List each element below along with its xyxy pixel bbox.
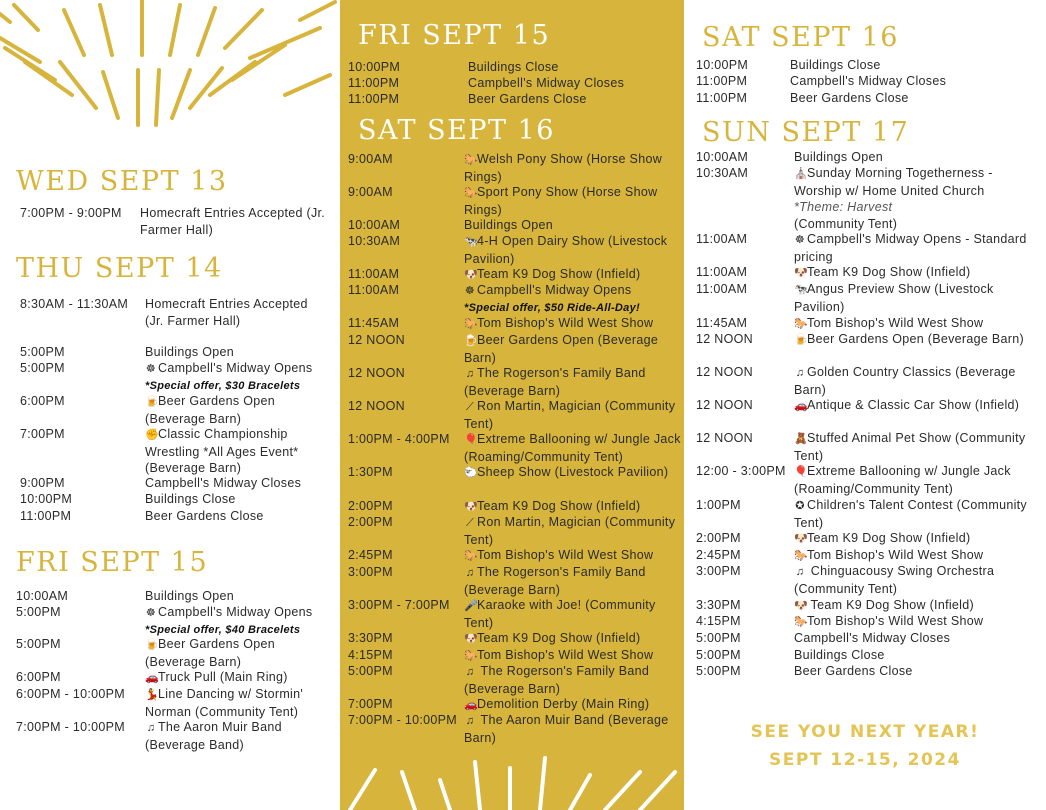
event-title: [794, 563, 1040, 597]
event-text: Ron Martin, Magician (Community Tent): [464, 399, 676, 431]
theme-note: *Theme: Harvest: [794, 200, 893, 215]
beer-icon: 🍺: [794, 334, 808, 346]
event-title: [145, 360, 330, 394]
event-time: 10:00AM: [696, 150, 749, 164]
event-text: Angus Preview Show (Livestock Pavilion): [794, 282, 994, 314]
event-title: [794, 463, 1040, 497]
footer-next-year-dates: SEPT 12-15, 2024: [769, 750, 961, 770]
event-time: 11:00AM: [348, 267, 400, 281]
sunburst-decoration-bottom: [340, 750, 684, 810]
event-title: [145, 604, 334, 638]
ferris-wheel-icon: ☸: [145, 607, 157, 619]
event-title: [464, 431, 682, 465]
left-panel: [0, 0, 340, 810]
event-title: [145, 636, 334, 670]
event-title: [790, 57, 1036, 74]
event-time: 5:00PM: [696, 648, 741, 662]
event-time: 9:00AM: [348, 152, 393, 166]
event-text: Beer Gardens Open (Beverage Barn): [464, 333, 659, 365]
event-title: [464, 332, 682, 366]
event-text: Buildings Close: [468, 60, 559, 74]
event-time: 4:15PM: [348, 648, 393, 662]
cow-icon: 🐄: [794, 284, 808, 296]
event-text: Campbell's Midway Opens: [477, 283, 632, 297]
event-text: Tom Bishop's Wild West Show: [477, 548, 654, 562]
event-text: Buildings Open: [794, 150, 883, 164]
event-title: [464, 696, 682, 714]
special-offer-note: *Special offer, $40 Bracelets: [145, 623, 301, 636]
event-text: Buildings Close: [794, 648, 885, 662]
event-text: Antique & Classic Car Show (Infield): [807, 398, 1020, 412]
event-time: 12 NOON: [696, 365, 753, 379]
event-title: [790, 90, 1036, 107]
event-title: [794, 149, 1040, 166]
balloon-icon: 🎈: [794, 466, 808, 478]
event-text: Extreme Ballooning w/ Jungle Jack (Roaming/Community Tent): [464, 432, 681, 464]
event-time: 1:00PM - 4:00PM: [348, 432, 450, 446]
event-text: Line Dancing w/ Stormin' Norman (Community Tent): [145, 687, 304, 719]
special-offer-note: *Special offer, $50 Ride-All-Day!: [464, 301, 640, 314]
day-heading-thu-sept-14: THU SEPT 14: [16, 253, 223, 284]
event-time: 3:00PM - 7:00PM: [348, 598, 450, 612]
event-title: [794, 315, 1040, 333]
event-text: Team K9 Dog Show (Infield): [477, 631, 641, 645]
beer-icon: 🍺: [145, 639, 159, 651]
event-text: Campbell's Midway Closes: [468, 76, 625, 90]
event-text: Karaoke with Joe! (Community Tent): [464, 598, 656, 630]
event-time: 11:00AM: [696, 265, 748, 279]
event-time: 11:00PM: [20, 509, 72, 523]
event-time: 7:00PM - 10:00PM: [348, 713, 458, 727]
event-time: 12 NOON: [696, 332, 753, 346]
event-text: Beer Gardens Open (Beverage Barn): [807, 332, 1024, 346]
event-time: 11:45AM: [696, 316, 748, 330]
event-time: 7:00PM - 10:00PM: [16, 720, 126, 734]
day-heading-fri-sept-15: FRI SEPT 15: [16, 547, 209, 578]
event-time: 12 NOON: [696, 431, 753, 445]
event-time: 10:00PM: [20, 492, 73, 506]
event-text: Tom Bishop's Wild West Show: [477, 316, 654, 330]
event-time: 10:00PM: [696, 58, 749, 72]
event-title: [464, 282, 682, 316]
event-text: Homecraft Entries Accepted (Jr. Farmer Hall): [140, 206, 326, 237]
sheep-icon: 🐑: [464, 467, 478, 479]
event-text: Sport Pony Show (Horse Show Rings): [464, 185, 658, 217]
event-text: Beer Gardens Close: [794, 664, 913, 678]
wrestling-icon: ✊: [145, 429, 159, 441]
event-title: [464, 663, 682, 697]
event-text: Tom Bishop's Wild West Show: [807, 614, 984, 628]
event-text: Campbell's Midway Closes: [145, 476, 302, 490]
event-location: (Community Tent): [794, 216, 898, 231]
event-time: 11:45AM: [348, 316, 400, 330]
event-time: 5:00PM: [20, 361, 65, 375]
event-time: 12:00 - 3:00PM: [696, 464, 786, 478]
music-note-icon: ♫: [795, 566, 805, 578]
event-text: 4-H Open Dairy Show (Livestock Pavilion): [464, 234, 668, 266]
event-time: 11:00PM: [348, 76, 400, 90]
event-text: Team K9 Dog Show (Infield): [807, 598, 974, 612]
event-title: [464, 564, 682, 598]
day-heading-sat-sept-16-cont: SAT SEPT 16: [702, 22, 899, 53]
event-text: Team K9 Dog Show (Infield): [807, 531, 971, 545]
event-text: Beer Gardens Open (Beverage Barn): [145, 637, 275, 669]
truck-icon: 🚗: [145, 672, 159, 684]
event-text: Chinguacousy Swing Orchestra (Community Tent): [794, 564, 995, 596]
event-text: Sunday Morning Togetherness - Worship w/ Home United Church: [794, 166, 993, 198]
microphone-icon: 🎤: [464, 600, 478, 612]
event-time: 10:00AM: [348, 218, 401, 232]
event-title: [464, 498, 682, 516]
dog-icon: 🐶: [464, 501, 478, 513]
teddy-bear-icon: 🧸: [794, 433, 808, 445]
event-text: Campbell's Midway Closes: [794, 631, 951, 645]
event-time: 2:00PM: [348, 515, 393, 529]
event-title: [468, 59, 678, 76]
event-time: 2:45PM: [348, 548, 393, 562]
music-note-icon: ♫: [465, 567, 475, 579]
car-icon: 🚗: [464, 699, 478, 711]
event-title: [794, 530, 1040, 548]
event-title: [145, 588, 334, 605]
event-time: 11:00PM: [696, 74, 748, 88]
balloon-icon: 🎈: [464, 434, 478, 446]
horse-icon: 🐎: [464, 318, 478, 330]
music-note-icon: ♫: [795, 367, 805, 379]
footer-message: [684, 718, 1046, 774]
dog-icon: 🐶: [464, 633, 478, 645]
event-text: The Aaron Muir Band (Beverage Band): [145, 720, 282, 752]
event-time: 7:00PM: [348, 697, 393, 711]
event-time: 6:00PM: [16, 670, 61, 684]
event-time: 7:00PM: [20, 427, 65, 441]
dog-icon: 🐶: [464, 269, 478, 281]
event-time: 11:00AM: [348, 283, 400, 297]
day-heading-wed-sept-13: WED SEPT 13: [16, 166, 228, 197]
event-title: [790, 73, 1036, 90]
event-time: 10:00PM: [348, 60, 401, 74]
event-time: 12 NOON: [348, 399, 405, 413]
event-time: 7:00PM - 9:00PM: [20, 206, 122, 220]
event-text: Buildings Close: [145, 492, 236, 506]
horse-icon: 🐎: [464, 650, 478, 662]
horse-icon: 🐎: [464, 187, 478, 199]
footer-see-you-next-year: SEE YOU NEXT YEAR!: [750, 722, 980, 742]
event-time: 11:00PM: [696, 91, 748, 105]
event-title: [464, 514, 682, 548]
event-title: [464, 151, 682, 185]
event-time: 11:00AM: [696, 282, 748, 296]
event-time: 5:00PM: [20, 345, 65, 359]
event-time: 9:00PM: [20, 476, 65, 490]
music-note-icon: ♫: [465, 666, 475, 678]
event-time: 3:00PM: [696, 564, 741, 578]
dog-icon: 🐶: [794, 267, 808, 279]
event-title: [464, 365, 682, 399]
event-text: Team K9 Dog Show (Infield): [807, 265, 971, 279]
event-text: Classic Championship Wrestling *All Ages Event* (Beverage Barn): [145, 427, 299, 476]
middle-panel: [340, 0, 684, 810]
event-time: 10:30AM: [348, 234, 401, 248]
dog-icon: 🐶: [794, 600, 808, 612]
horse-icon: 🐎: [464, 154, 478, 166]
event-title: [145, 669, 334, 687]
event-title: [464, 315, 682, 333]
event-title: [145, 475, 330, 492]
event-title: [794, 364, 1040, 398]
horse-icon: 🐎: [464, 550, 478, 562]
church-icon: ⛪: [794, 168, 808, 180]
car-icon: 🚗: [794, 400, 808, 412]
dog-icon: 🐶: [794, 533, 808, 545]
dancer-icon: 💃: [145, 689, 159, 701]
event-time: 11:00AM: [696, 232, 748, 246]
event-text: Tom Bishop's Wild West Show: [807, 316, 984, 330]
event-text: Buildings Close: [790, 58, 881, 72]
cow-icon: 🐄: [464, 236, 478, 248]
event-time: 11:00PM: [348, 92, 400, 106]
event-title: [145, 344, 330, 361]
event-text: Demolition Derby (Main Ring): [477, 697, 650, 711]
event-text: The Rogerson's Family Band (Beverage Barn): [464, 366, 646, 398]
event-text: The Rogerson's Family Band (Beverage Barn): [464, 565, 646, 597]
event-text: Extreme Ballooning w/ Jungle Jack (Roaming/Community Tent): [794, 464, 1011, 496]
ferris-wheel-icon: ☸: [464, 285, 476, 297]
magic-wand-icon: ⟋: [466, 401, 474, 413]
special-offer-note: *Special offer, $30 Bracelets: [145, 379, 301, 392]
event-time: 5:00PM: [16, 605, 61, 619]
event-title: [464, 647, 682, 665]
event-title: [468, 75, 678, 92]
event-text: Campbell's Midway Closes: [790, 74, 947, 88]
star-icon: ✪: [795, 500, 805, 512]
event-text: Children's Talent Contest (Community Tent): [794, 498, 1027, 530]
event-time: 12 NOON: [696, 398, 753, 412]
event-text: Golden Country Classics (Beverage Barn): [794, 365, 1016, 397]
event-title: [145, 393, 330, 427]
event-title: [794, 264, 1040, 282]
event-title: [794, 663, 1040, 680]
event-time: 1:00PM: [696, 498, 741, 512]
event-text: Campbell's Midway Opens: [158, 361, 313, 375]
beer-icon: 🍺: [464, 335, 478, 347]
music-note-icon: ♫: [465, 715, 475, 727]
event-text: Buildings Open: [145, 589, 234, 603]
event-title: [145, 296, 330, 329]
magic-wand-icon: ⟋: [466, 517, 474, 529]
event-text: Stuffed Animal Pet Show (Community Tent): [794, 431, 1026, 463]
event-text: Sheep Show (Livestock Pavilion): [477, 465, 669, 479]
event-title: [145, 686, 334, 720]
event-text: The Rogerson's Family Band (Beverage Barn): [464, 664, 650, 696]
event-title: [464, 712, 682, 746]
event-text: Team K9 Dog Show (Infield): [477, 267, 641, 281]
sunburst-decoration: [0, 0, 340, 150]
event-time: 2:00PM: [348, 499, 393, 513]
event-time: 3:30PM: [696, 598, 741, 612]
event-title: [464, 184, 682, 218]
event-time: 5:00PM: [348, 664, 393, 678]
event-title: [464, 217, 682, 234]
horse-icon: 🐎: [794, 616, 808, 628]
event-text: Homecraft Entries Accepted (Jr. Farmer Hall): [145, 297, 308, 328]
event-title: [140, 205, 330, 238]
event-text: Ron Martin, Magician (Community Tent): [464, 515, 676, 547]
event-text: Beer Gardens Close: [468, 92, 587, 106]
event-title: [794, 231, 1040, 265]
beer-icon: 🍺: [145, 396, 159, 408]
horse-icon: 🐎: [794, 318, 808, 330]
event-time: 3:30PM: [348, 631, 393, 645]
event-text: Beer Gardens Close: [145, 509, 264, 523]
event-time: 10:00AM: [16, 589, 69, 603]
event-title: [464, 464, 682, 482]
event-text: The Aaron Muir Band (Beverage Barn): [464, 713, 669, 745]
event-title: [464, 597, 682, 631]
event-text: Beer Gardens Open (Beverage Barn): [145, 394, 275, 426]
event-time: 4:15PM: [696, 614, 741, 628]
event-title: [464, 630, 682, 648]
event-time: 3:00PM: [348, 565, 393, 579]
event-title: [145, 491, 330, 508]
event-time: 6:00PM: [20, 394, 65, 408]
event-time: 9:00AM: [348, 185, 393, 199]
event-time: 10:30AM: [696, 166, 749, 180]
event-title: [794, 281, 1040, 315]
event-time: 5:00PM: [16, 637, 61, 651]
event-text: Tom Bishop's Wild West Show: [807, 548, 984, 562]
event-text: Welsh Pony Show (Horse Show Rings): [464, 152, 663, 184]
event-title: [794, 647, 1040, 664]
event-text: Tom Bishop's Wild West Show: [477, 648, 654, 662]
ferris-wheel-icon: ☸: [794, 234, 806, 246]
event-time: 8:30AM - 11:30AM: [20, 297, 129, 311]
event-title: [464, 233, 682, 267]
event-title: [468, 91, 678, 108]
event-title: [794, 547, 1040, 565]
music-note-icon: ♫: [146, 722, 156, 734]
event-time: 2:45PM: [696, 548, 741, 562]
event-time: 5:00PM: [696, 664, 741, 678]
event-title: [794, 397, 1040, 415]
event-time: 2:00PM: [696, 531, 741, 545]
ferris-wheel-icon: ☸: [145, 363, 157, 375]
event-time: 12 NOON: [348, 366, 405, 380]
event-title: [794, 597, 1040, 615]
event-title: [794, 165, 1040, 232]
event-time: 12 NOON: [348, 333, 405, 347]
event-text: Truck Pull (Main Ring): [158, 670, 288, 684]
event-text: Campbell's Midway Opens - Standard pricing: [794, 232, 1027, 264]
event-title: [794, 331, 1040, 349]
event-text: Campbell's Midway Opens: [158, 605, 313, 619]
event-time: 1:30PM: [348, 465, 393, 479]
event-time: 6:00PM - 10:00PM: [16, 687, 126, 701]
event-text: Buildings Open: [464, 218, 553, 232]
event-title: [145, 508, 330, 525]
event-title: [464, 547, 682, 565]
event-title: [794, 497, 1040, 531]
event-title: [145, 719, 334, 753]
event-title: [794, 630, 1040, 647]
event-title: [794, 613, 1040, 631]
event-title: [145, 426, 330, 477]
event-text: Team K9 Dog Show (Infield): [477, 499, 641, 513]
day-heading-sun-sept-17: SUN SEPT 17: [702, 117, 910, 148]
right-panel: [684, 0, 1046, 810]
day-heading-sat-sept-16: SAT SEPT 16: [358, 115, 555, 146]
music-note-icon: ♫: [465, 368, 475, 380]
event-title: [464, 266, 682, 284]
event-title: [464, 398, 682, 432]
event-text: Buildings Open: [145, 345, 234, 359]
horse-icon: 🐎: [794, 550, 808, 562]
day-heading-fri-sept-15-cont: FRI SEPT 15: [358, 20, 551, 51]
event-title: [794, 430, 1040, 464]
event-text: Beer Gardens Close: [790, 91, 909, 105]
event-time: 5:00PM: [696, 631, 741, 645]
